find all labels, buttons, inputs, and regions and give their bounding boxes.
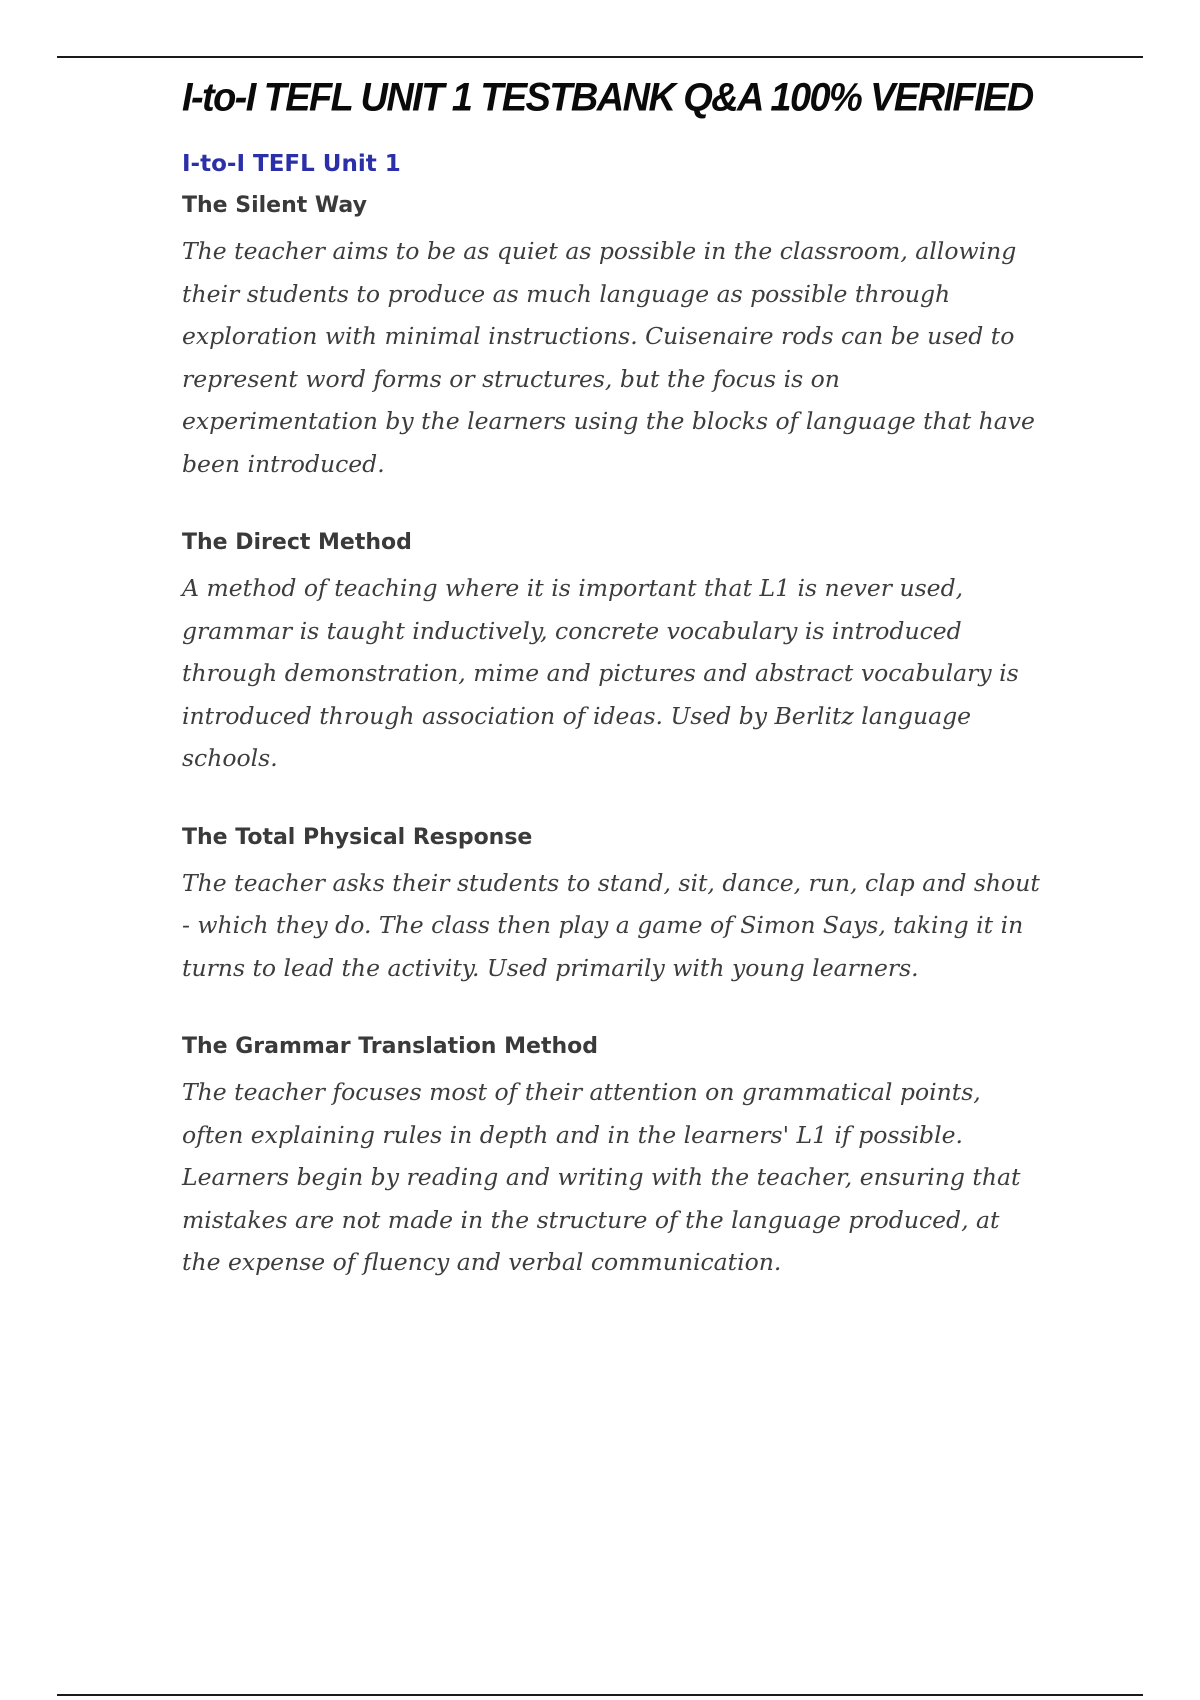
entry-silent-way bbox=[182, 190, 1042, 485]
entry-direct-method bbox=[182, 527, 1042, 780]
entry-total-physical-response bbox=[182, 822, 1042, 990]
header-rule bbox=[57, 56, 1143, 58]
document-subtitle: I-to-I TEFL Unit 1 bbox=[182, 151, 401, 177]
entry-term: The Direct Method bbox=[182, 530, 412, 555]
entry-term: The Total Physical Response bbox=[182, 824, 533, 850]
entry-definition: The teacher focuses most of their attention on grammatical points, often explaining rules in depth and in the learners' L1 if possible. Learners begin by reading and writing with the teacher, ensuring that mistakes are not made in the structure of the language produced, at the expense of fluency and verbal communication. bbox=[182, 1078, 1021, 1276]
entry-grammar-translation-method bbox=[182, 1031, 1042, 1284]
entry-definition: A method of teaching where it is important that L1 is never used, grammar is taught inductively, concrete vocabulary is introduced through demonstration, mime and pictures and abstract vocabulary is introduced through association of ideas. Used by Berlitz language schools. bbox=[182, 574, 1019, 772]
entry-term: The Silent Way bbox=[182, 193, 367, 218]
entry-definition: The teacher asks their students to stand, sit, dance, run, clap and shout - which they do. The class then play a game of Simon Says, taking it in turns to lead the activity. Used primarily with young learners. bbox=[182, 868, 1040, 982]
document-body bbox=[182, 70, 1042, 1284]
document-title: I-to-I TEFL UNIT 1 TESTBANK Q&A 100% VERIFIED bbox=[182, 75, 1033, 121]
footer-rule bbox=[57, 1694, 1143, 1696]
entry-definition: The teacher aims to be as quiet as possible in the classroom, allowing their students to produce as much language as possible through exploration with minimal instructions. Cuisenaire rods can be used to represent word forms or structures, but the focus is on experimentation by the learners using the blocks of language that have been introduced. bbox=[182, 237, 1035, 478]
entry-term: The Grammar Translation Method bbox=[182, 1034, 598, 1059]
